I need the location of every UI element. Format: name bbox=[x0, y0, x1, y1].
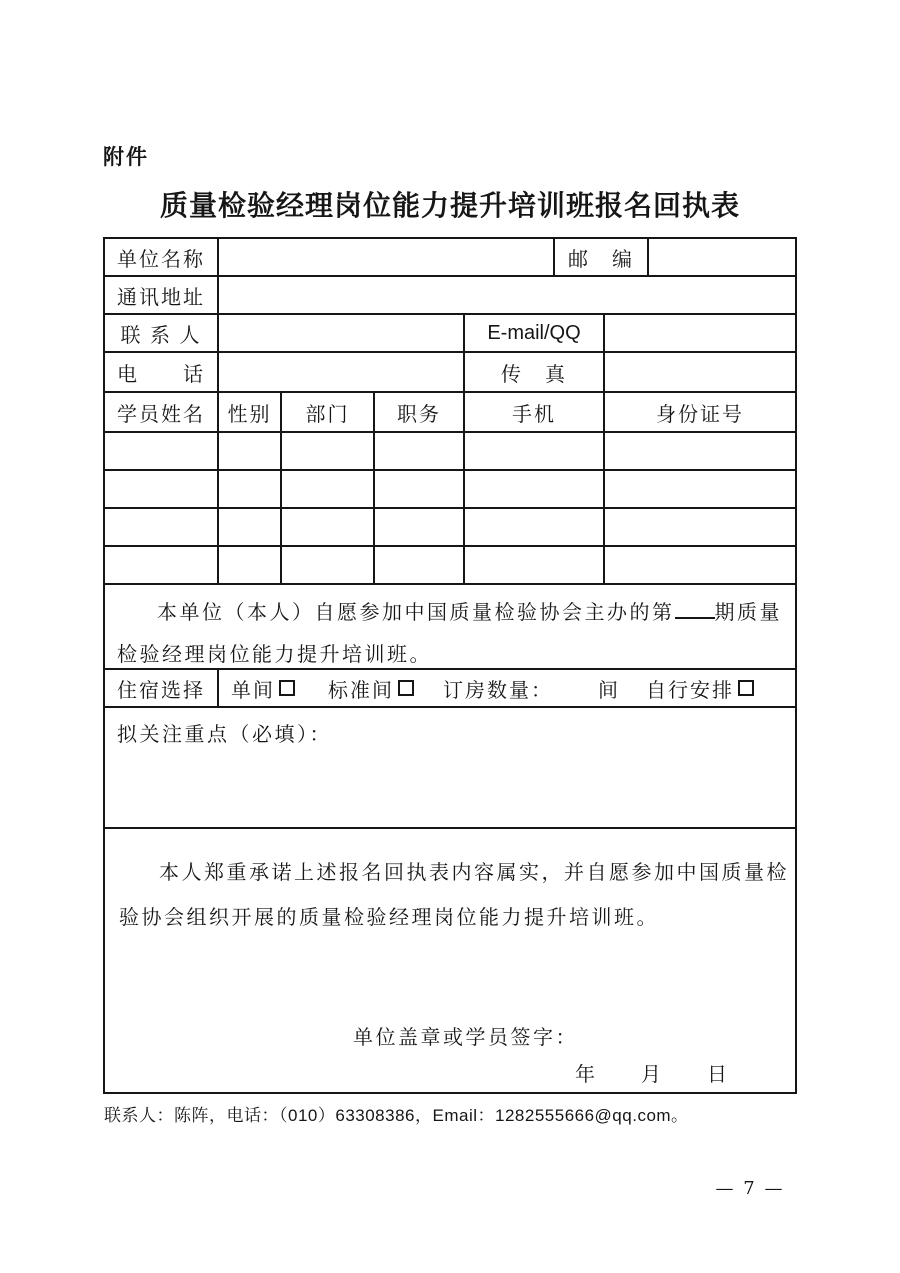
focus-label: 拟关注重点（必填）： bbox=[117, 724, 332, 746]
standard-room-option: 标准间 bbox=[328, 674, 414, 703]
fax-label: 传 真 bbox=[465, 353, 605, 391]
accommodation-options bbox=[219, 670, 795, 706]
registration-form-table bbox=[103, 237, 797, 1094]
focus-field bbox=[105, 708, 795, 829]
date-line: 年 月 日 bbox=[575, 1064, 729, 1086]
address-field bbox=[219, 277, 795, 313]
student-empty-row bbox=[105, 547, 795, 585]
gender-header: 性别 bbox=[219, 393, 282, 431]
contact-name-field bbox=[219, 315, 465, 351]
commitment-line2: 验协会组织开展的质量检验经理岗位能力提升培训班。 bbox=[119, 907, 659, 929]
position-header: 职务 bbox=[375, 393, 465, 431]
address-row bbox=[105, 277, 795, 315]
student-empty-row bbox=[105, 509, 795, 547]
single-room-option: 单间 bbox=[231, 674, 295, 703]
blank-underline bbox=[675, 600, 715, 619]
participation-text-before-blank: 本单位（本人）自愿参加中国质量检验协会主办的第 bbox=[157, 602, 675, 624]
address-label: 通讯地址 bbox=[105, 277, 219, 313]
postal-code-label: 邮 编 bbox=[555, 239, 649, 275]
accommodation-label: 住宿选择 bbox=[105, 670, 219, 706]
checkbox-icon bbox=[398, 680, 414, 696]
student-name-header: 学员姓名 bbox=[105, 393, 219, 431]
participation-line2: 检验经理岗位能力提升培训班。 bbox=[117, 644, 432, 666]
signature-label: 单位盖章或学员签字： bbox=[353, 1027, 578, 1049]
page-title: 质量检验经理岗位能力提升培训班报名回执表 bbox=[159, 190, 740, 221]
phone-row bbox=[105, 353, 795, 393]
id-number-header: 身份证号 bbox=[656, 403, 744, 426]
contact-row bbox=[105, 315, 795, 353]
rooms-unit-label: 间 bbox=[598, 679, 620, 702]
footer-contact: 联系人：陈阵，电话：（010）63308386，Email：1282555666@qq.com。 bbox=[104, 1106, 689, 1125]
student-empty-row bbox=[105, 433, 795, 471]
phone-field bbox=[219, 353, 465, 391]
page-number: — 7 — bbox=[715, 1178, 785, 1199]
department-header: 部门 bbox=[282, 393, 375, 431]
phone-label: 电 话 bbox=[105, 353, 219, 391]
email-qq-field bbox=[605, 315, 795, 351]
accommodation-row bbox=[105, 670, 795, 708]
attachment-label: 附件 bbox=[103, 146, 149, 169]
booking-count-label: 订房数量： bbox=[443, 679, 553, 702]
commitment-section bbox=[105, 829, 795, 1092]
student-table-header-row bbox=[105, 393, 795, 433]
checkbox-icon bbox=[738, 680, 754, 696]
mobile-header: 手机 bbox=[465, 393, 605, 431]
unit-name-field bbox=[219, 239, 555, 275]
fax-field bbox=[605, 353, 795, 391]
self-arrange-option: 自行安排 bbox=[646, 674, 754, 703]
participation-text-after-blank: 期质量 bbox=[714, 602, 782, 624]
commitment-line1: 本人郑重承诺上述报名回执表内容属实，并自愿参加中国质量检 bbox=[159, 862, 789, 884]
postal-code-field bbox=[649, 239, 795, 275]
unit-name-row bbox=[105, 239, 795, 277]
unit-name-label: 单位名称 bbox=[105, 239, 219, 275]
participation-line1 bbox=[117, 592, 783, 634]
email-qq-label: E-mail/QQ bbox=[465, 315, 605, 351]
student-empty-row bbox=[105, 471, 795, 509]
contact-name-label: 联 系 人 bbox=[105, 315, 219, 351]
checkbox-icon bbox=[279, 680, 295, 696]
participation-statement bbox=[105, 585, 795, 670]
